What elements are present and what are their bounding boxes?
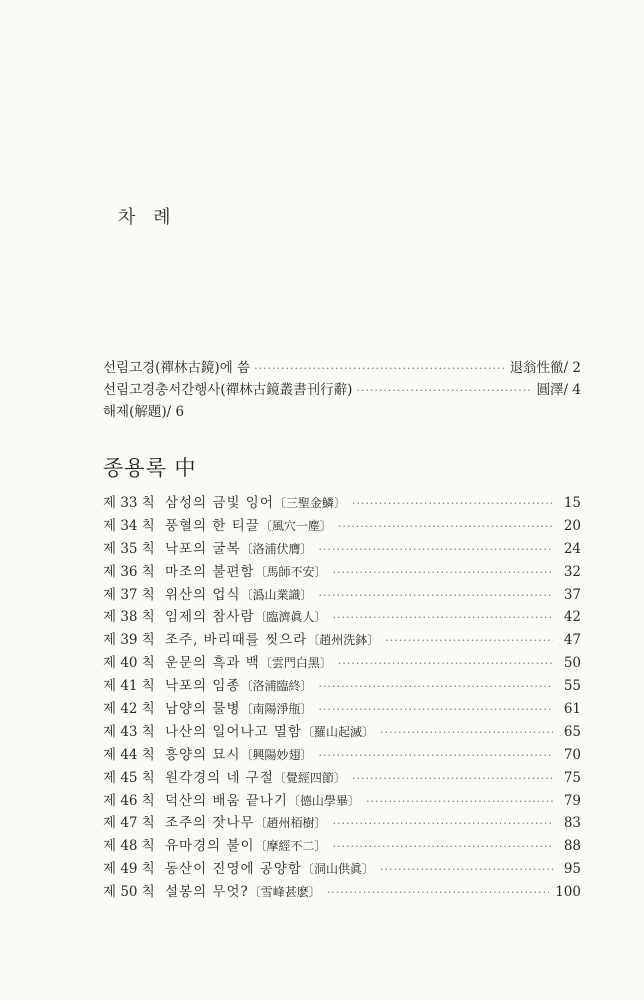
toc-entry bbox=[103, 720, 581, 743]
toc-entry bbox=[103, 583, 581, 606]
entry-page: 55 bbox=[563, 678, 581, 695]
entry-page: 37 bbox=[563, 586, 581, 603]
entry-number: 제 33 칙 bbox=[103, 495, 155, 511]
entry-title: 유마경의 불이 bbox=[165, 838, 255, 855]
entry-hanja: 〔臨濟眞人〕 bbox=[254, 610, 327, 625]
entry-number: 제 40 칙 bbox=[103, 655, 155, 672]
section-title: 종용록 中 bbox=[103, 456, 197, 480]
dot-leader bbox=[319, 749, 553, 762]
entry-page: 79 bbox=[563, 792, 581, 809]
toc-entry bbox=[103, 628, 581, 651]
entry-number: 제 34 칙 bbox=[103, 517, 155, 534]
entry-page: 32 bbox=[563, 563, 581, 580]
toc-entry bbox=[103, 491, 581, 514]
entry-hanja: 〔潙山業識〕 bbox=[240, 587, 313, 602]
dot-leader bbox=[385, 634, 553, 647]
entry-title: 조주의 잣나무 bbox=[165, 815, 255, 832]
dot-leader bbox=[319, 543, 553, 556]
front-matter-item bbox=[103, 400, 581, 422]
toc-entry bbox=[103, 537, 581, 560]
entry-number: 제 35 칙 bbox=[103, 540, 155, 557]
entry-number: 제 36 칙 bbox=[103, 563, 155, 580]
entry-title: 풍혈의 한 티끌 bbox=[165, 517, 260, 534]
entry-title: 남양의 물병 bbox=[165, 701, 241, 718]
dot-leader bbox=[380, 726, 553, 739]
entry-number: 제 48 칙 bbox=[103, 838, 155, 855]
entry-number: 제 43 칙 bbox=[103, 723, 155, 740]
entry-page: 83 bbox=[563, 815, 581, 832]
dot-leader bbox=[254, 362, 505, 375]
entry-page: 50 bbox=[563, 655, 581, 672]
entry-title: 낙포의 굴복 bbox=[165, 540, 241, 557]
dot-leader bbox=[333, 817, 553, 830]
dot-leader bbox=[319, 680, 553, 693]
entry-page: 15 bbox=[563, 495, 581, 511]
toc-entry bbox=[103, 743, 581, 766]
entry-hanja: 〔馬師不安〕 bbox=[254, 564, 327, 579]
entry-hanja: 〔趙州栢樹〕 bbox=[254, 816, 327, 831]
dot-leader bbox=[380, 863, 553, 876]
entry-title: 삼성의 금빛 잉어 bbox=[165, 495, 274, 511]
entry-number: 제 41 칙 bbox=[103, 678, 155, 695]
entry-title: 운문의 흑과 백 bbox=[165, 655, 260, 672]
entry-title: 설봉의 무엇? bbox=[165, 884, 249, 901]
entry-page: 88 bbox=[563, 838, 581, 855]
front-matter-label: 해제(解題)/ 6 bbox=[103, 404, 185, 420]
entry-hanja: 〔洛浦伏膺〕 bbox=[240, 541, 313, 556]
entry-title: 덕산의 배움 끝나기 bbox=[165, 792, 288, 809]
entry-number: 제 42 칙 bbox=[103, 701, 155, 718]
entry-number: 제 46 칙 bbox=[103, 792, 155, 809]
entry-number: 제 49 칙 bbox=[103, 861, 155, 878]
toc-entry bbox=[103, 789, 581, 812]
front-matter-label: 선림고경(禪林古鏡)에 씀 bbox=[103, 360, 251, 376]
entry-title: 동산이 진영에 공양함 bbox=[165, 861, 302, 878]
dot-leader bbox=[352, 772, 553, 785]
entry-page: 65 bbox=[563, 723, 581, 740]
toc-entry bbox=[103, 560, 581, 583]
entry-hanja: 〔摩經不二〕 bbox=[254, 839, 327, 854]
toc-list bbox=[103, 491, 581, 903]
dot-leader bbox=[338, 520, 553, 533]
dot-leader bbox=[352, 497, 553, 510]
entry-number: 제 47 칙 bbox=[103, 815, 155, 832]
entry-hanja: 〔南陽淨甁〕 bbox=[240, 702, 313, 717]
entry-page: 100 bbox=[555, 884, 581, 901]
entry-page: 24 bbox=[563, 540, 581, 557]
dot-leader bbox=[319, 589, 553, 602]
toc-entry bbox=[103, 651, 581, 674]
entry-title: 위산의 업식 bbox=[165, 586, 241, 603]
entry-hanja: 〔三聖金鱗〕 bbox=[273, 496, 346, 510]
entry-page: 61 bbox=[563, 701, 581, 718]
entry-title: 흥양의 묘시 bbox=[165, 746, 241, 763]
entry-hanja: 〔羅山起滅〕 bbox=[301, 724, 374, 739]
entry-title: 원각경의 네 구절 bbox=[165, 769, 274, 786]
front-matter-author-page: 退翁性徹/ 2 bbox=[509, 360, 581, 376]
entry-title: 임제의 참사람 bbox=[165, 609, 255, 626]
entry-hanja: 〔洞山供眞〕 bbox=[301, 862, 374, 877]
front-matter-item bbox=[103, 378, 581, 400]
entry-page: 42 bbox=[563, 609, 581, 626]
toc-entry bbox=[103, 605, 581, 628]
toc-entry bbox=[103, 857, 581, 880]
page-title: 차 례 bbox=[118, 207, 177, 228]
entry-number: 제 50 칙 bbox=[103, 884, 155, 901]
toc-entry bbox=[103, 766, 581, 789]
entry-title: 나산의 일어나고 멸함 bbox=[165, 723, 302, 740]
entry-hanja: 〔興陽妙翅〕 bbox=[240, 747, 313, 762]
entry-title: 마조의 불편함 bbox=[165, 563, 255, 580]
dot-leader bbox=[333, 566, 553, 579]
entry-hanja: 〔雲門白黑〕 bbox=[259, 656, 332, 671]
entry-number: 제 37 칙 bbox=[103, 586, 155, 603]
entry-number: 제 39 칙 bbox=[103, 632, 155, 649]
entry-page: 70 bbox=[563, 746, 581, 763]
dot-leader bbox=[327, 886, 549, 899]
toc-entry bbox=[103, 880, 581, 903]
toc-entry bbox=[103, 834, 581, 857]
toc-entry bbox=[103, 811, 581, 834]
front-matter-label: 선림고경총서간행사(禪林古鏡叢書刊行辭) bbox=[103, 382, 353, 398]
front-matter-author-page: 圓澤/ 4 bbox=[536, 382, 581, 398]
entry-title: 조주, 바리때를 씻으라 bbox=[165, 632, 308, 649]
entry-hanja: 〔雪峰甚麽〕 bbox=[248, 885, 321, 900]
dot-leader bbox=[333, 611, 553, 624]
entry-number: 제 44 칙 bbox=[103, 746, 155, 763]
dot-leader bbox=[333, 840, 553, 853]
dot-leader bbox=[319, 703, 553, 716]
entry-page: 20 bbox=[563, 517, 581, 534]
entry-number: 제 38 칙 bbox=[103, 609, 155, 626]
dot-leader bbox=[356, 384, 532, 397]
entry-hanja: 〔覺經四節〕 bbox=[273, 770, 346, 785]
entry-number: 제 45 칙 bbox=[103, 769, 155, 786]
toc-entry bbox=[103, 697, 581, 720]
dot-leader bbox=[338, 657, 553, 670]
entry-page: 75 bbox=[563, 769, 581, 786]
entry-hanja: 〔趙州洗鉢〕 bbox=[307, 633, 380, 648]
entry-hanja: 〔洛浦臨終〕 bbox=[240, 679, 313, 694]
entry-hanja: 〔風穴一塵〕 bbox=[259, 518, 332, 533]
entry-hanja: 〔德山學畢〕 bbox=[287, 793, 360, 808]
front-matter-item bbox=[103, 356, 581, 378]
dot-leader bbox=[366, 795, 553, 808]
entry-page: 95 bbox=[563, 861, 581, 878]
entry-title: 낙포의 임종 bbox=[165, 678, 241, 695]
toc-entry bbox=[103, 514, 581, 537]
entry-page: 47 bbox=[563, 632, 581, 649]
toc-entry bbox=[103, 674, 581, 697]
front-matter-list bbox=[103, 356, 581, 422]
